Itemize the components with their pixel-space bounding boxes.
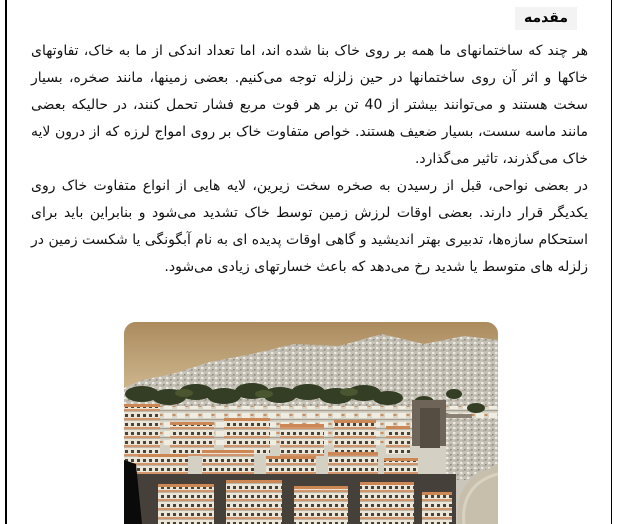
- body-paragraph: هر چند که ساختمانهای ما همه بر روی خاک بنا شده اند، اما تعداد اندکی از ما به خاک، تفاوتهای خاکها و اثر آن روی ساختمانها در حین زلزله توجه می‌کنیم. بعضی زمینها، مانند صخره، بسیار سخت هستند و می‌توانند بیشتر از 40 تن بر هر فوت مربع فشار تحمل کنند، در حالیکه بعضی مانند ماسه سست، بسیار ضعیف هستند. خواص متفاوت خاک بر روی امواج لرزه که از درون لایه خاک می‌گذرند، تاثیر می‌گذارد.: [31, 43, 588, 167]
- body-text-block: [31, 38, 588, 281]
- body-paragraph: در بعضی نواحی، قبل از رسیدن به صخره سخت زیرین، لایه هایی از انواع متفاوت خاک روی یکدیگر قرار دارند. بعضی اوقات لرزش زمین توسط خاک تشدید می‌شود و بنابراین باید برای استحکام سازه‌ها، تدبیری بهتر اندیشید و گاهی اوقات پدیده ای به نام آبگونگی یا شکست زمین در زلزله های متوسط یا شدید رخ می‌دهد که باعث خسارتهای زیادی می‌شود.: [31, 178, 588, 275]
- city-aerial-photo: [124, 322, 498, 524]
- page-border-right: [611, 0, 613, 524]
- section-heading: مقدمه: [515, 7, 577, 30]
- photo-illustration: [124, 322, 498, 524]
- page-border-left: [5, 0, 7, 524]
